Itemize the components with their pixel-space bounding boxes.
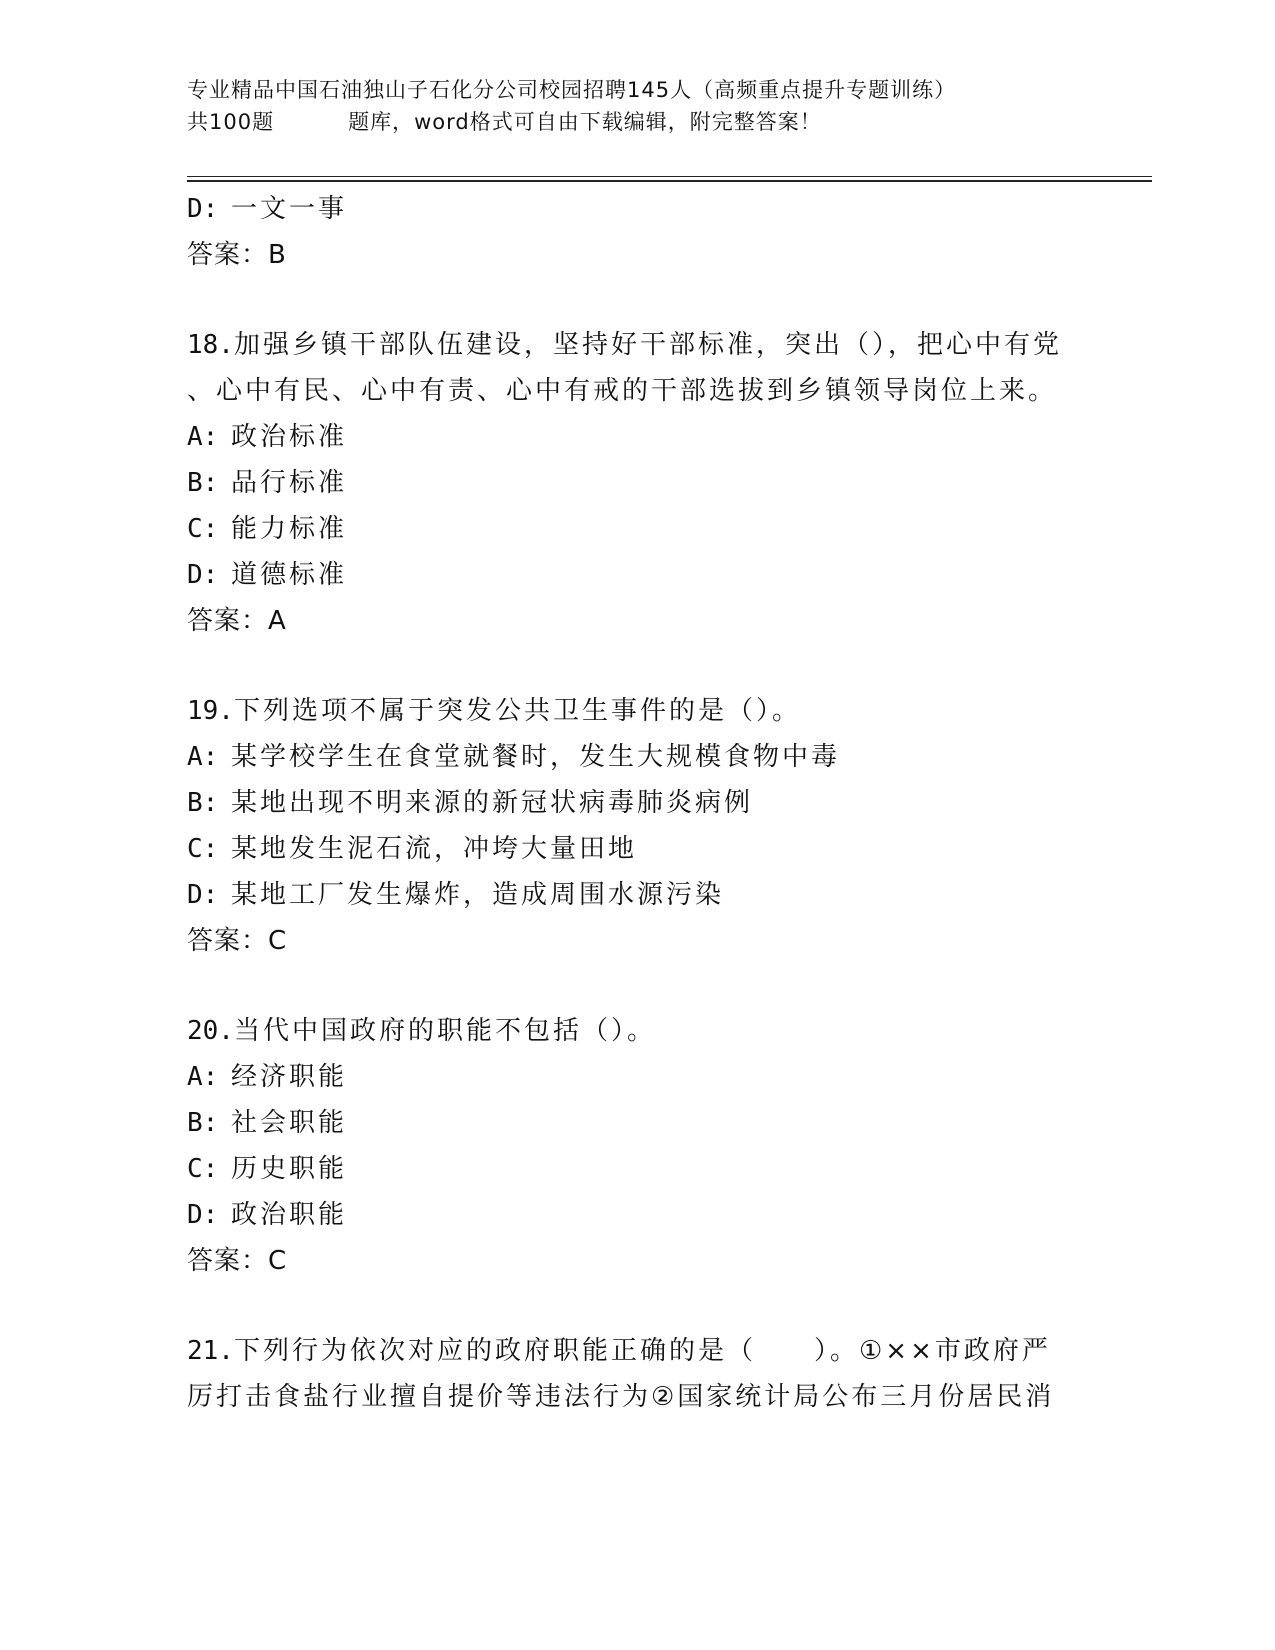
option-text: 某地发生泥石流，冲垮大量田地 [231, 834, 638, 864]
option-label: D: [187, 194, 219, 224]
question-number: 18. [187, 330, 234, 360]
question-number: 19. [187, 696, 234, 726]
option-label: A: [187, 742, 219, 772]
carryover-option-d [187, 186, 1117, 232]
option-label: B: [187, 468, 219, 498]
option-label: D: [187, 880, 219, 910]
option-c [187, 826, 1117, 872]
option-text: 道德标准 [231, 560, 348, 590]
header-divider-thick [187, 180, 1152, 182]
option-a [187, 414, 1117, 460]
option-text: 某地出现不明来源的新冠状病毒肺炎病例 [231, 788, 754, 818]
option-text: 政治职能 [231, 1200, 348, 1230]
question-20 [187, 1008, 1117, 1284]
question-stem [187, 1328, 1117, 1374]
option-label: D: [187, 1200, 219, 1230]
option-c [187, 1146, 1117, 1192]
option-text: 某学校学生在食堂就餐时，发生大规模食物中毒 [231, 742, 841, 772]
question-text: 加强乡镇干部队伍建设，坚持好干部标准，突出（），把心中有党 [233, 330, 1062, 360]
question-18 [187, 322, 1117, 644]
option-text: 经济职能 [231, 1062, 348, 1092]
header-description: 题库，word格式可自由下载编辑，附完整答案！ [348, 110, 822, 134]
question-stem [187, 322, 1117, 368]
option-text: 一文一事 [231, 194, 348, 224]
option-text: 历史职能 [231, 1154, 348, 1184]
option-label: C: [187, 834, 219, 864]
question-stem [187, 688, 1117, 734]
question-stem-continued: 、心中有民、心中有责、心中有戒的干部选拔到乡镇领导岗位上来。 [187, 376, 1058, 406]
option-b [187, 460, 1117, 506]
question-text: 下列行为依次对应的政府职能正确的是（ ）。①××市政府严 [233, 1336, 1051, 1366]
option-c [187, 506, 1117, 552]
option-text: 社会职能 [231, 1108, 348, 1138]
question-21 [187, 1328, 1117, 1420]
question-text: 当代中国政府的职能不包括（）。 [233, 1016, 656, 1046]
answer: 答案：A [187, 606, 287, 636]
option-label: B: [187, 788, 219, 818]
option-label: A: [187, 1062, 219, 1092]
option-d [187, 872, 1117, 918]
answer: 答案：C [187, 926, 288, 956]
option-label: A: [187, 422, 219, 452]
option-a [187, 734, 1117, 780]
answer: 答案：C [187, 1246, 288, 1276]
header-title: 专业精品中国石油独山子石化分公司校园招聘145人（高频重点提升专题训练） [187, 78, 957, 102]
header-question-count: 共100题 [187, 110, 275, 134]
option-label: C: [187, 1154, 219, 1184]
option-text: 品行标准 [231, 468, 348, 498]
option-text: 某地工厂发生爆炸，造成周围水源污染 [231, 880, 725, 910]
option-label: B: [187, 1108, 219, 1138]
option-b [187, 780, 1117, 826]
page-header [187, 74, 1147, 138]
question-number: 20. [187, 1016, 234, 1046]
question-content [187, 186, 1117, 1420]
question-number: 21. [187, 1336, 234, 1366]
option-label: C: [187, 514, 219, 544]
option-d [187, 1192, 1117, 1238]
header-subtitle [187, 106, 1147, 138]
option-text: 能力标准 [231, 514, 348, 544]
option-b [187, 1100, 1117, 1146]
question-19 [187, 688, 1117, 964]
option-d [187, 552, 1117, 598]
question-stem-continued: 厉打击食盐行业擅自提价等违法行为②国家统计局公布三月份居民消 [187, 1382, 1055, 1412]
carryover-answer: 答案：B [187, 240, 287, 270]
option-a [187, 1054, 1117, 1100]
option-label: D: [187, 560, 219, 590]
header-divider-thin [187, 176, 1152, 177]
question-text: 下列选项不属于突发公共卫生事件的是（）。 [233, 696, 801, 726]
question-stem [187, 1008, 1117, 1054]
option-text: 政治标准 [231, 422, 348, 452]
